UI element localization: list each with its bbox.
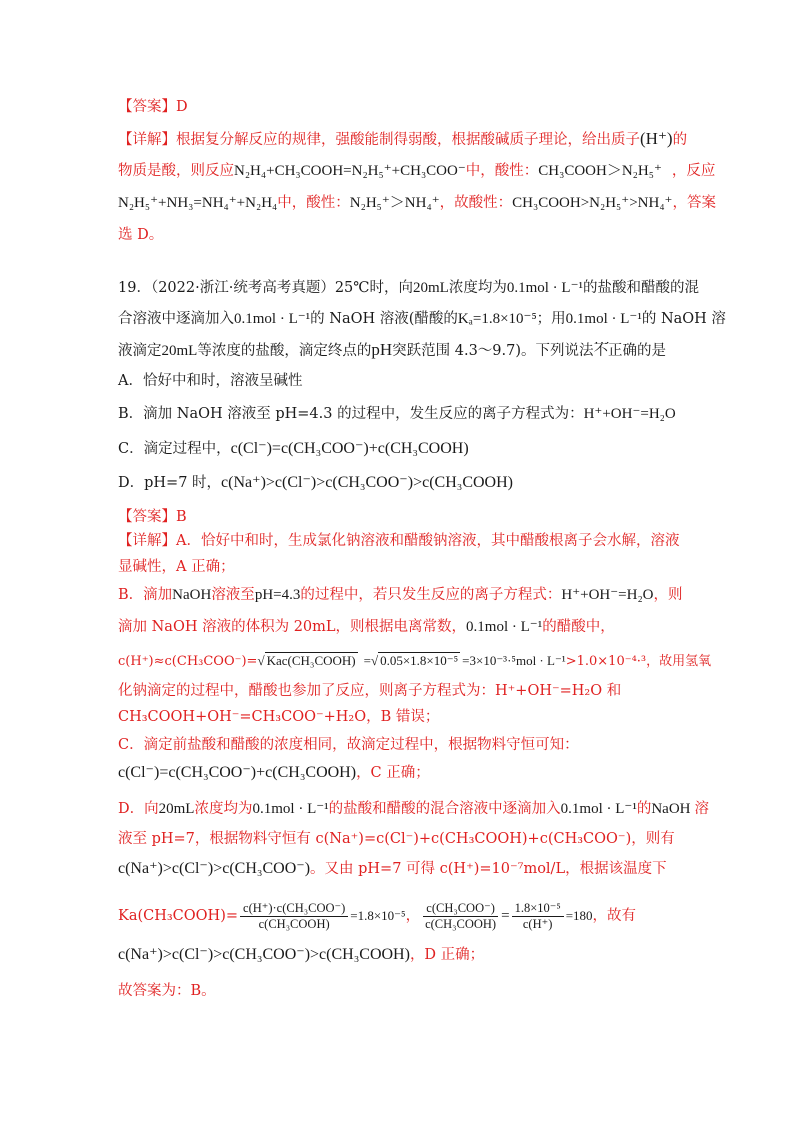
detail2-text: 液至 pH=7，根据物料守恒有 c(Na⁺)=c(Cl⁻)+c(CH₃COOH)+c(CH₃COO⁻)，则有 bbox=[118, 831, 675, 847]
detail2-line-d1 bbox=[118, 798, 709, 820]
answer-line-2 bbox=[118, 506, 187, 528]
detail2-line-d5 bbox=[118, 944, 484, 966]
denominator: c(CH₃COOH) bbox=[258, 916, 330, 931]
option-c-text: C．滴定过程中， bbox=[118, 441, 231, 457]
detail2-text: c(H⁺)≈c(CH₃COO⁻)= bbox=[118, 654, 258, 669]
detail2-text: ，C 正确； bbox=[356, 765, 430, 781]
final-answer: 故答案为：B。 bbox=[118, 983, 216, 999]
detail2-text: 浓度均为 bbox=[194, 801, 253, 817]
numerator: 1.8×10⁻⁵ bbox=[512, 901, 564, 917]
naoh-formula: NaOH bbox=[651, 801, 691, 817]
ka-value: =1.8×10⁻⁵ bbox=[350, 908, 406, 923]
equals: = bbox=[363, 653, 371, 668]
detail2-line-d3 bbox=[118, 858, 667, 880]
detail2-line-b5 bbox=[118, 706, 439, 728]
proton-formula: (H⁺) bbox=[640, 129, 673, 148]
question-text: 等浓度的盐酸，滴定终点的 bbox=[197, 343, 372, 359]
detail1-line-1 bbox=[118, 128, 687, 151]
detail2-text: 溶 bbox=[694, 801, 709, 817]
ph-symbol: pH bbox=[371, 340, 393, 359]
detail2-text: ，故用氢氧 bbox=[646, 654, 712, 669]
detail1-text: 的 bbox=[672, 132, 688, 148]
detail1-text: 选 D。 bbox=[118, 227, 164, 243]
option-a-text: A．恰好中和时，溶液呈碱性 bbox=[118, 373, 303, 389]
detail2-line-final bbox=[118, 980, 216, 1002]
option-b-text: B．滴加 NaOH 溶液至 pH=4.3 的过程中，发生反应的离子方程式为： bbox=[118, 406, 584, 422]
detail-label: 【详解】 bbox=[118, 132, 176, 148]
concentration: 0.1mol · L⁻¹ bbox=[560, 801, 637, 817]
sqrt-expression: Kac(CH₃COOH) bbox=[266, 653, 356, 668]
option-c bbox=[118, 438, 469, 460]
equals: = bbox=[501, 908, 510, 924]
volume: 20mL bbox=[413, 280, 449, 296]
detail2-line-a2 bbox=[118, 556, 235, 578]
concentration: 0.1mol · L⁻¹ bbox=[506, 280, 584, 296]
ka-value: Kₐ=1.8×10⁻⁵ bbox=[457, 311, 537, 327]
option-b-equation: H⁺+OH⁻=H₂O bbox=[583, 406, 676, 422]
detail2-text: ，则 bbox=[653, 587, 683, 603]
separator: ， bbox=[405, 908, 421, 924]
fraction-ratio bbox=[422, 901, 499, 932]
detail2-text: A．恰好中和时，生成氯化钠溶液和醋酸钠溶液，其中醋酸根离子会水解，溶液 bbox=[176, 533, 680, 549]
concentration-order: c(Na⁺)>c(Cl⁻)>c(CH₃COO⁻) bbox=[118, 860, 311, 877]
detail2-text: 显碱性，A 正确； bbox=[118, 559, 235, 575]
question-text: 的 NaOH 溶液(醋酸的 bbox=[310, 311, 458, 327]
detail2-line-a1 bbox=[118, 530, 679, 552]
detail2-text: ，故有 bbox=[592, 908, 637, 924]
detail2-text: C．滴定前盐酸和醋酸的浓度相同，故滴定过程中，根据物料守恒可知： bbox=[118, 737, 579, 753]
detail2-text: 滴加 NaOH 溶液的体积为 20mL，则根据电离常数， bbox=[118, 619, 467, 635]
answer-value: B bbox=[176, 509, 187, 525]
detail2-text: ，D 正确； bbox=[409, 947, 485, 963]
detail1-line-2 bbox=[118, 160, 715, 182]
naoh-formula: NaOH bbox=[172, 587, 212, 603]
detail1-line-4 bbox=[118, 224, 163, 246]
detail1-text: ，故酸性： bbox=[439, 195, 513, 211]
volume: 20mL bbox=[161, 343, 198, 359]
answer-label: 【答案】 bbox=[118, 99, 176, 115]
acidity-comparison: N₂H₅⁺＞NH₄⁺ bbox=[349, 195, 440, 211]
question-text: 液滴定 bbox=[118, 343, 162, 359]
question-line-1 bbox=[118, 277, 699, 299]
detail1-line-3 bbox=[118, 192, 716, 214]
question-text: 的 NaOH 溶 bbox=[641, 311, 726, 327]
question-line-3 bbox=[118, 339, 666, 362]
result-value: =3×10⁻³·⁵ bbox=[462, 653, 516, 668]
detail2-line-d4 bbox=[118, 896, 636, 936]
emphasis-not-correct: · · · 不正确 bbox=[594, 343, 638, 359]
concentration: 0.1mol · L⁻¹ bbox=[466, 619, 543, 635]
question-text: 合溶液中逐滴加入 bbox=[118, 311, 234, 327]
question-text: 突跃范围 4.3～9.7)。下列说法 bbox=[392, 343, 594, 359]
concentration: 0.1mol · L⁻¹ bbox=[234, 311, 311, 327]
detail2-text: 溶液至 bbox=[211, 587, 255, 603]
ratio-value: =180 bbox=[565, 908, 593, 923]
concentration: 0.1mol · L⁻¹ bbox=[565, 311, 642, 327]
question-header: 19．（2022·浙江·统考高考真题）25℃时，向 bbox=[118, 280, 413, 296]
detail1-text: ，答案 bbox=[672, 195, 716, 211]
detail2-text: D．向 bbox=[118, 801, 159, 817]
detail1-text: 物质是酸，则反应 bbox=[118, 163, 234, 179]
detail1-text: 中，酸性： bbox=[465, 163, 539, 179]
question-text: 的盐酸和醋酸的混 bbox=[583, 280, 700, 296]
detail2-text: 。又由 pH=7 可得 c(H⁺)=10⁻⁷mol/L，根据该温度下 bbox=[310, 861, 667, 877]
detail2-line-c2 bbox=[118, 762, 430, 784]
detail1-text: 根据复分解反应的规律，强酸能制得弱酸，根据酸碱质子理论，给出质子 bbox=[176, 132, 640, 148]
concentration: 0.1mol · L⁻¹ bbox=[252, 801, 329, 817]
ph-value: pH=4.3 bbox=[254, 587, 301, 603]
detail1-text: ，反应 bbox=[671, 163, 716, 179]
question-text: ；用 bbox=[536, 311, 566, 327]
ion-equation: H⁺+OH⁻=H₂O bbox=[561, 587, 654, 603]
option-d-equation: c(Na⁺)>c(Cl⁻)>c(CH₃COO⁻)>c(CH₃COOH) bbox=[221, 474, 513, 491]
detail2-line-b2 bbox=[118, 616, 615, 638]
material-balance: c(Cl⁻)=c(CH₃COO⁻)+c(CH₃COOH) bbox=[118, 764, 357, 781]
detail2-text: B．滴加 bbox=[118, 587, 173, 603]
question-text: 浓度均为 bbox=[448, 280, 507, 296]
detail-label: 【详解】 bbox=[118, 533, 176, 549]
detail2-text: 的 bbox=[636, 801, 652, 817]
option-a bbox=[118, 370, 302, 392]
question-line-2 bbox=[118, 308, 726, 330]
question-text: 的是 bbox=[637, 343, 667, 359]
unit: mol · L⁻¹ bbox=[515, 653, 566, 668]
answer-value: D bbox=[176, 99, 188, 115]
answer-line-1 bbox=[118, 96, 188, 118]
detail2-text: 的过程中，若只发生反应的离子方程式： bbox=[300, 587, 562, 603]
acidity-comparison: CH₃COOH＞N₂H₅⁺ bbox=[538, 163, 662, 179]
concentration-order: c(Na⁺)>c(Cl⁻)>c(CH₃COO⁻)>c(CH₃COOH) bbox=[118, 946, 410, 963]
comparison: >1.0×10⁻⁴·³ bbox=[565, 654, 647, 669]
volume: 20mL bbox=[158, 801, 195, 817]
denominator: c(CH₃COOH) bbox=[425, 916, 497, 931]
acidity-order: CH₃COOH>N₂H₅⁺>NH₄⁺ bbox=[512, 195, 673, 211]
detail2-text: Ka(CH₃COOH)= bbox=[118, 908, 239, 924]
detail2-line-d2 bbox=[118, 828, 675, 850]
detail2-line-c1 bbox=[118, 734, 579, 756]
answer-label: 【答案】 bbox=[118, 509, 176, 525]
numerator: c(H⁺)·c(CH₃COO⁻) bbox=[240, 901, 348, 917]
detail2-text: 的醋酸中， bbox=[542, 619, 615, 635]
fraction-value bbox=[512, 901, 564, 932]
detail2-text: 的盐酸和醋酸的混合溶液中逐滴加入 bbox=[328, 801, 561, 817]
reaction-equation: N₂H₅⁺+NH₃=NH₄⁺+N₂H₄ bbox=[118, 195, 278, 211]
denominator: c(H⁺) bbox=[522, 916, 553, 931]
fraction-ka bbox=[240, 901, 348, 932]
option-d-text: D．pH=7 时， bbox=[118, 475, 222, 491]
sqrt-expression-2: 0.05×1.8×10⁻⁵ bbox=[380, 653, 459, 668]
option-c-equation: c(Cl⁻)=c(CH₃COO⁻)+c(CH₃COOH) bbox=[230, 440, 469, 457]
detail2-line-b1 bbox=[118, 584, 683, 606]
detail2-line-b3: c(H⁺)≈c(CH₃COO⁻)=√ Kac(CH₃COOH) =√ 0.05×1.8×10⁻⁵ =3×10⁻³·⁵mol · L⁻¹>1.0×10⁻⁴·³，故用氢氧 bbox=[118, 653, 712, 669]
detail2-text: 化钠滴定的过程中，醋酸也参加了反应，则离子方程式为：H⁺+OH⁻=H₂O 和 bbox=[118, 683, 622, 699]
detail2-text: CH₃COOH+OH⁻=CH₃COO⁻+H₂O，B 错误； bbox=[118, 709, 440, 725]
numerator: c(CH₃COO⁻) bbox=[423, 901, 498, 917]
detail2-line-b4 bbox=[118, 680, 621, 702]
option-b bbox=[118, 403, 676, 425]
option-d bbox=[118, 472, 513, 494]
reaction-equation: N₂H₄+CH₃COOH=N₂H₅⁺+CH₃COO⁻ bbox=[234, 163, 466, 179]
detail1-text: 中，酸性： bbox=[277, 195, 350, 211]
